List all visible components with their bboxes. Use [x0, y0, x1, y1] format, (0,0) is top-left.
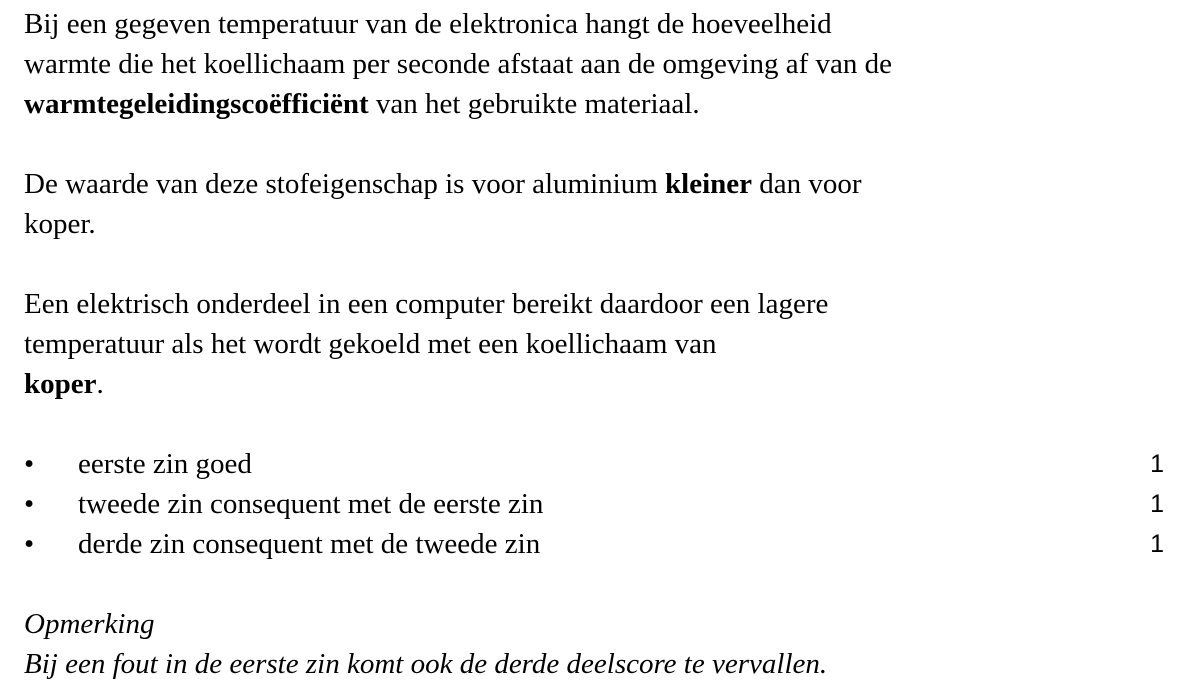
text-line [24, 84, 1164, 124]
bold-term: warmtegeleidingscoëfficiënt [24, 88, 369, 120]
text-line: Een elektrisch onderdeel in een computer bereikt daardoor een lagere [24, 288, 829, 320]
paragraph-gap [24, 244, 1164, 284]
scoring-criteria-list [24, 444, 1164, 564]
bold-term: koper [24, 368, 97, 400]
bullet-icon: • [24, 448, 35, 480]
list-item [24, 484, 1164, 524]
remark-text: Bij een fout in de eerste zin komt ook de derde deelscore te vervallen. [24, 648, 828, 680]
text-fragment: . [96, 368, 104, 400]
text-line: temperatuur als het wordt gekoeld met een koellichaam van [24, 328, 717, 360]
list-item [24, 524, 1164, 564]
criterion-text: tweede zin consequent met de eerste zin [78, 488, 544, 520]
paragraph-gap [24, 564, 1164, 604]
text-fragment: De waarde van deze stofeigenschap is voor aluminium [24, 168, 666, 200]
paragraph-conclusion [24, 284, 1164, 404]
remark-heading: Opmerking [24, 608, 155, 640]
criterion-text: derde zin consequent met de tweede zin [78, 528, 541, 560]
text-fragment: van het gebruikte materiaal. [368, 88, 700, 120]
bullet-icon: • [24, 488, 35, 520]
criterion-score: 1 [1150, 530, 1164, 558]
bullet-icon: • [24, 528, 35, 560]
criterion-text: eerste zin goed [78, 448, 252, 480]
criterion-score: 1 [1150, 490, 1164, 518]
paragraph-heat-conduction [24, 4, 1164, 124]
text-line: warmte die het koellichaam per seconde afstaat aan de omgeving af van de [24, 48, 893, 80]
text-line [24, 164, 1164, 204]
bold-term: kleiner [665, 168, 753, 200]
answer-key-page [24, 4, 1164, 684]
text-fragment: dan voor [752, 168, 862, 200]
text-line: Bij een gegeven temperatuur van de elektronica hangt de hoeveelheid [24, 8, 832, 40]
text-line: koper. [24, 208, 96, 240]
list-item [24, 444, 1164, 484]
paragraph-gap [24, 124, 1164, 164]
paragraph-gap [24, 404, 1164, 444]
criterion-score: 1 [1150, 450, 1164, 478]
paragraph-material-property [24, 164, 1164, 244]
remark-block [24, 604, 1164, 684]
text-line [24, 364, 1164, 404]
